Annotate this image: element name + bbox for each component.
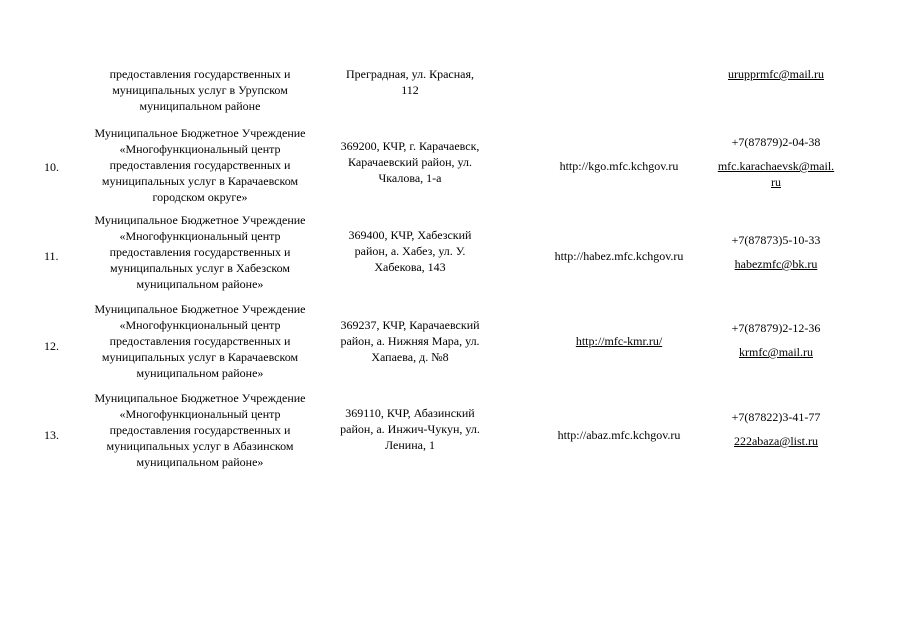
address-line: район, а. Инжич-Чукун, ул.: [340, 422, 480, 436]
org-name-line: городском округе»: [152, 190, 248, 204]
org-name-line: «Многофункциональный центр: [119, 229, 281, 243]
contact-cell: [700, 320, 852, 360]
address-cell: [326, 227, 494, 275]
org-name-line: предоставления государственных и: [109, 423, 291, 437]
phone-number: +7(87822)3-41-77: [731, 410, 821, 424]
website-link[interactable]: http://habez.mfc.kchgov.ru: [554, 249, 684, 263]
contact-cell: [700, 66, 852, 82]
row-number: 12.: [44, 339, 59, 353]
phone-number: +7(87879)2-04-38: [731, 135, 821, 149]
phone-number: +7(87879)2-12-36: [731, 321, 821, 335]
address-line: 369110, КЧР, Абазинский: [345, 406, 475, 420]
org-name-line: муниципальных услуг в Абазинском: [106, 439, 294, 453]
row-number: 11.: [44, 249, 59, 263]
org-name-line: муниципальном районе»: [136, 277, 264, 291]
email-link[interactable]: urupprmfc@mail.ru: [727, 67, 825, 81]
phone-number: +7(87873)5-10-33: [731, 233, 821, 247]
org-name-line: Муниципальное Бюджетное Учреждение: [94, 126, 306, 140]
org-name-cell: [80, 125, 320, 205]
row-number: 13.: [44, 428, 59, 442]
org-name-cell: [80, 390, 320, 470]
row-number: 10.: [44, 160, 59, 174]
website-cell: [540, 158, 698, 174]
address-line: район, а. Нижняя Мара, ул.: [340, 334, 480, 348]
org-name-line: муниципальном районе: [139, 99, 261, 113]
website-link[interactable]: http://kgo.mfc.kchgov.ru: [559, 159, 679, 173]
org-name-line: предоставления государственных и: [109, 67, 291, 81]
org-name-line: Муниципальное Бюджетное Учреждение: [94, 213, 306, 227]
address-cell: [326, 405, 494, 453]
address-line: Чкалова, 1-а: [378, 171, 442, 185]
address-line: Хапаева, д. №8: [371, 350, 449, 364]
website-cell: [540, 248, 698, 264]
contact-cell: [700, 409, 852, 449]
org-name-line: муниципальных услуг в Хабезском: [109, 261, 291, 275]
org-name-line: муниципальном районе»: [136, 455, 264, 469]
contact-cell: [700, 232, 852, 272]
address-line: 112: [401, 83, 419, 97]
org-name-line: Муниципальное Бюджетное Учреждение: [94, 302, 306, 316]
address-line: 369237, КЧР, Карачаевский: [340, 318, 480, 332]
org-name-line: муниципальных услуг в Карачаевском: [101, 350, 299, 364]
email-link[interactable]: mfc.karachaevsk@mail.: [717, 159, 835, 173]
address-cell: [326, 317, 494, 365]
address-line: Хабекова, 143: [374, 260, 446, 274]
email-link[interactable]: 222abaza@list.ru: [733, 434, 819, 448]
website-cell: [540, 333, 698, 349]
email-link[interactable]: habezmfc@bk.ru: [734, 257, 818, 271]
org-name-line: «Многофункциональный центр: [119, 407, 281, 421]
address-cell: [326, 66, 494, 98]
org-name-line: предоставления государственных и: [109, 334, 291, 348]
org-name-cell: [80, 212, 320, 292]
address-line: 369400, КЧР, Хабезский: [348, 228, 472, 242]
website-cell: [540, 427, 698, 443]
email-link[interactable]: krmfc@mail.ru: [738, 345, 814, 359]
contact-cell: [700, 134, 852, 190]
org-name-cell: [80, 301, 320, 381]
org-name-line: предоставления государственных и: [109, 245, 291, 259]
org-name-line: Муниципальное Бюджетное Учреждение: [94, 391, 306, 405]
org-name-line: «Многофункциональный центр: [119, 142, 281, 156]
address-line: Преградная, ул. Красная,: [346, 67, 474, 81]
org-name-cell: [80, 66, 320, 114]
org-name-line: «Многофункциональный центр: [119, 318, 281, 332]
website-link[interactable]: http://mfc-kmr.ru/: [575, 334, 663, 348]
address-line: 369200, КЧР, г. Карачаевск,: [340, 139, 480, 153]
address-line: Карачаевский район, ул.: [348, 155, 472, 169]
address-cell: [326, 138, 494, 186]
org-name-line: муниципальных услуг в Карачаевском: [101, 174, 299, 188]
email-link-continuation[interactable]: ru: [771, 175, 781, 189]
address-line: район, а. Хабез, ул. У.: [354, 244, 466, 258]
website-link[interactable]: http://abaz.mfc.kchgov.ru: [557, 428, 681, 442]
org-name-line: предоставления государственных и: [109, 158, 291, 172]
address-line: Ленина, 1: [385, 438, 435, 452]
org-name-line: муниципальном районе»: [136, 366, 264, 380]
org-name-line: муниципальных услуг в Урупском: [112, 83, 288, 97]
